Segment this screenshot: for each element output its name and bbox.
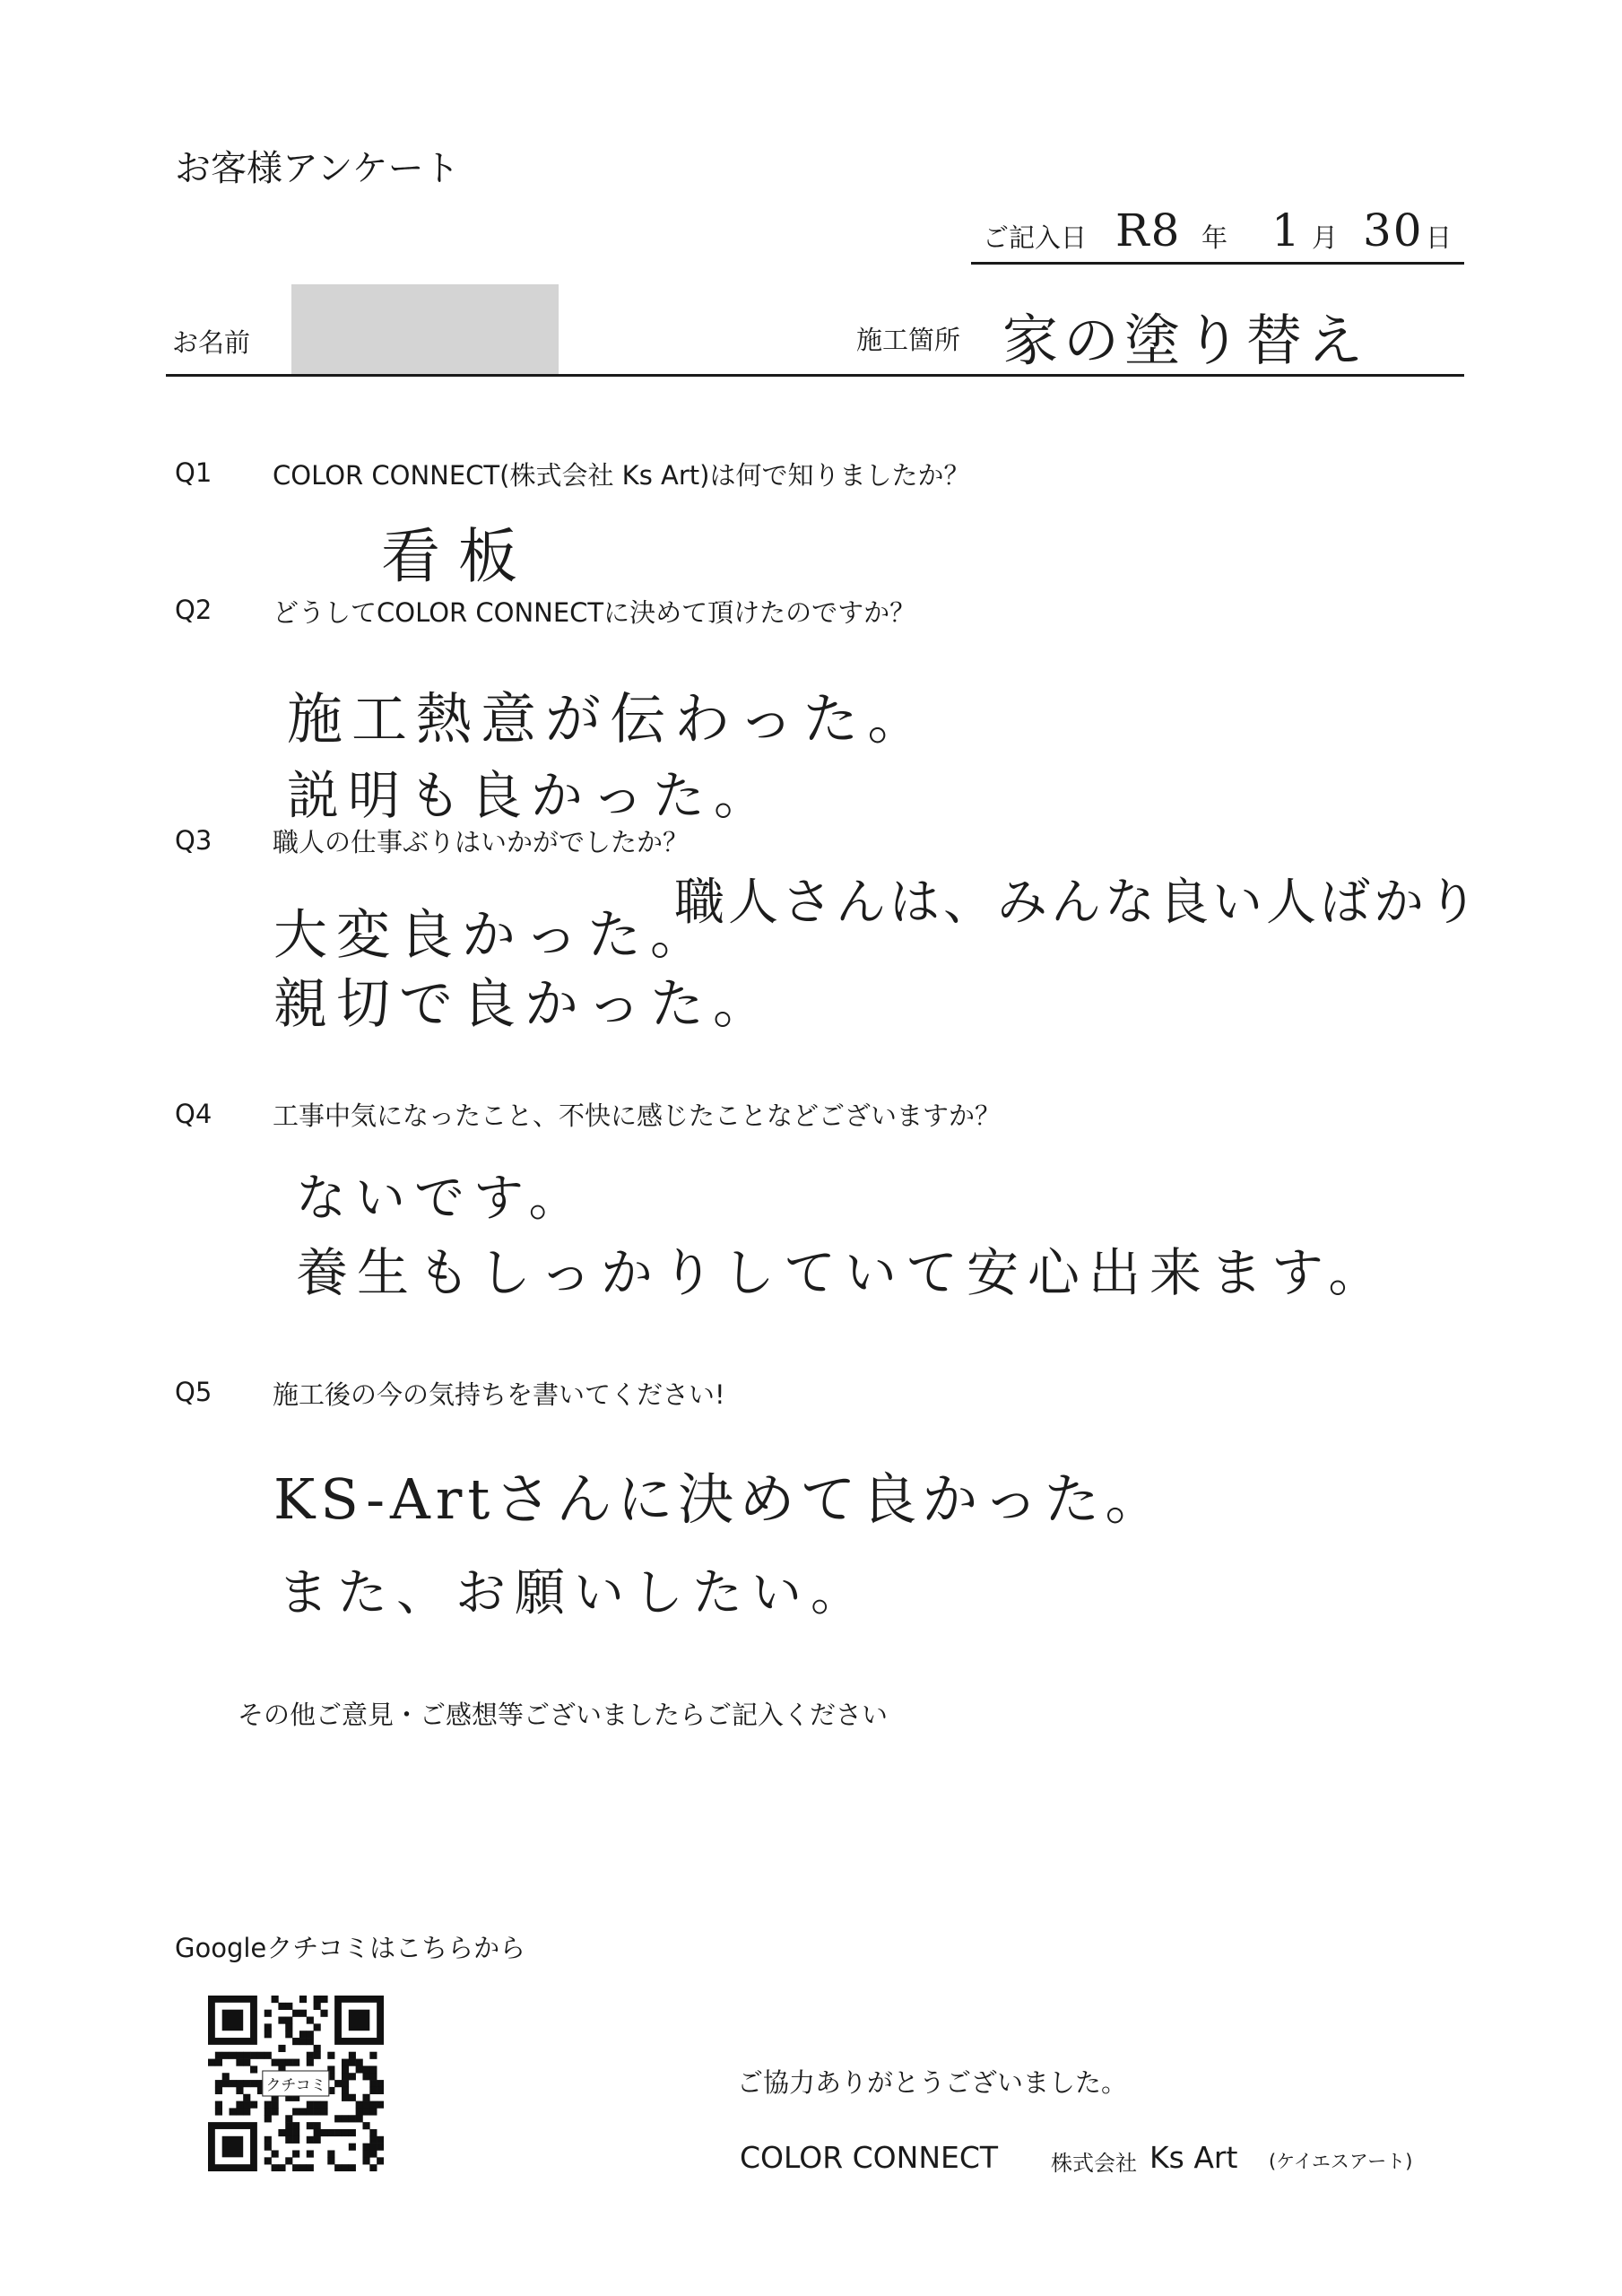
- name-redaction: [291, 284, 559, 374]
- google-review-label: Googleクチコミはこちらから: [175, 1933, 526, 1963]
- q5-answer-line: KS-Artさんに決めて良かった。: [273, 1466, 1167, 1532]
- q5-number: Q5: [175, 1377, 213, 1407]
- q3-answer-line: 大変良かった。: [273, 904, 713, 967]
- date-day-unit: 日: [1426, 222, 1453, 253]
- q4-number: Q4: [175, 1099, 213, 1129]
- footer-brand: COLOR CONNECT: [740, 2140, 999, 2175]
- q2-question: どうしてCOLOR CONNECTに決めて頂けたのですか？: [273, 597, 916, 628]
- date-year-value: R8: [1115, 204, 1182, 257]
- q1-question: COLOR CONNECT(株式会社 Ks Art)は何で知りましたか？: [273, 460, 970, 491]
- q4-question: 工事中気になったこと、不快に感じたことなどございますか？: [273, 1100, 1002, 1131]
- q5-question: 施工後の今の気持ちを書いてください!: [273, 1379, 725, 1410]
- q3-answer-line: 親切で良かった。: [273, 973, 776, 1036]
- date-month-value: 1: [1271, 204, 1309, 257]
- q3-number: Q3: [175, 825, 213, 856]
- name-label: お名前: [172, 327, 251, 358]
- other-comments-label: その他ご意見・ご感想等ございましたらご記入ください: [238, 1700, 889, 1730]
- date-underline: [971, 262, 1464, 265]
- q1-answer-line: 看板: [381, 522, 535, 591]
- footer-company-reading: (ケイエスアート): [1269, 2151, 1413, 2172]
- page-title: お客様アンケート: [175, 148, 460, 189]
- q3-answer-line: 職人さんは、みんな良い人ばかり: [674, 874, 1481, 932]
- q1-number: Q1: [175, 457, 213, 488]
- location-label: 施工箇所: [856, 325, 961, 355]
- date-year-unit: 年: [1201, 222, 1228, 253]
- qr-code-icon[interactable]: [208, 1996, 384, 2171]
- thanks-message: ご協力ありがとうございました。: [737, 2067, 1128, 2098]
- q4-answer-line: ないです。: [296, 1170, 588, 1228]
- q3-question: 職人の仕事ぶりはいかがでしたか？: [273, 827, 690, 857]
- header-underline: [166, 374, 1464, 377]
- date-day-value: 30: [1363, 204, 1424, 257]
- q5-answer-line: また、お願いしたい。: [278, 1564, 870, 1622]
- q2-answer-line: 施工熱意が伝わった。: [287, 686, 932, 752]
- q2-answer-line: 説明も良かった。: [287, 765, 776, 826]
- date-label: ご記入日: [983, 222, 1088, 253]
- footer-company-prefix: 株式会社: [1051, 2151, 1137, 2176]
- qr-code-label: クチコミ: [262, 2071, 329, 2097]
- q4-answer-line: 養生もしっかりしていて安心出来ます。: [296, 1242, 1390, 1303]
- footer-company-name: Ks Art: [1149, 2140, 1238, 2175]
- location-value: 家の塗り替え: [1002, 308, 1369, 373]
- date-month-unit: 月: [1312, 222, 1339, 253]
- q2-number: Q2: [175, 595, 213, 625]
